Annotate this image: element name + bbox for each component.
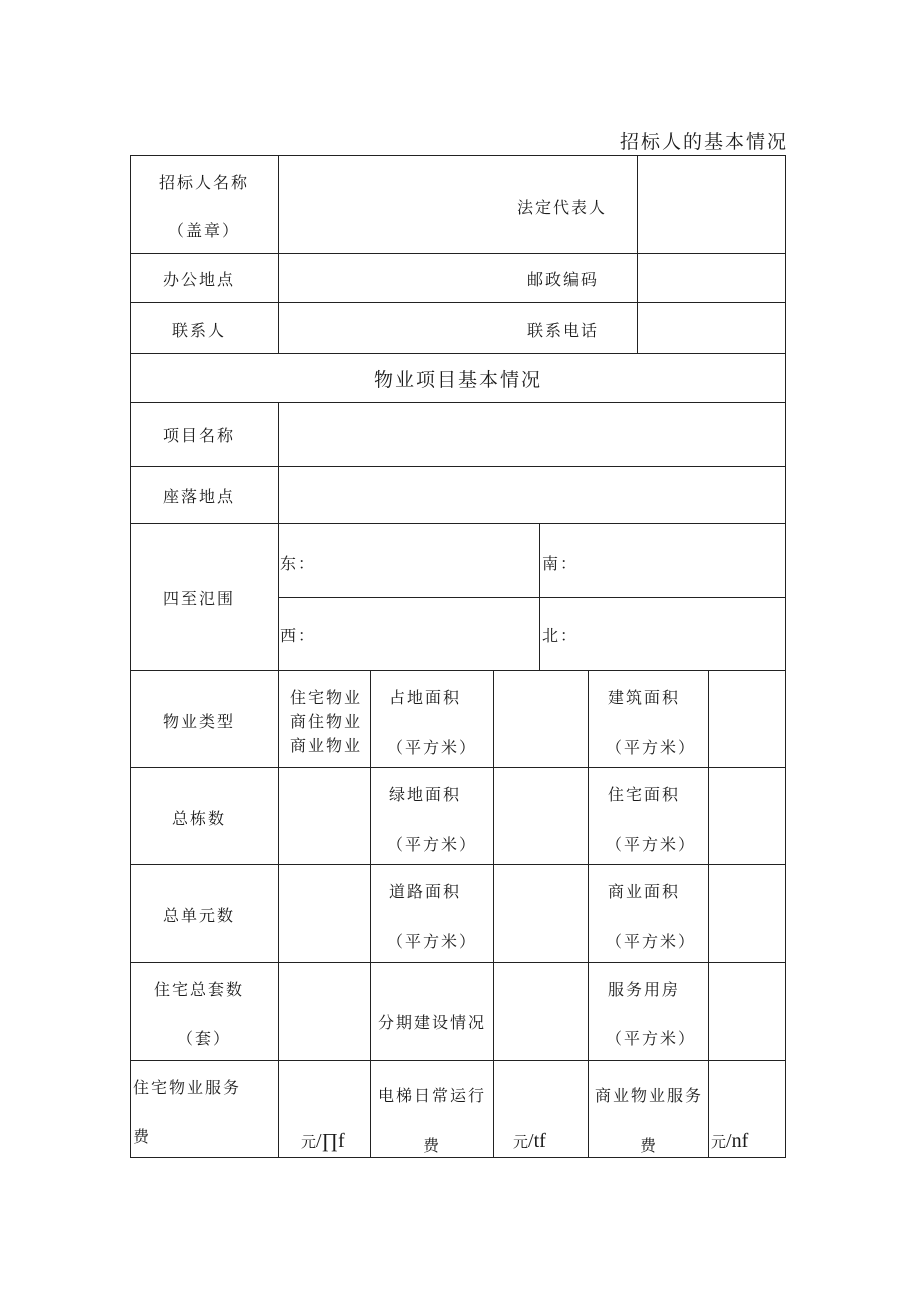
elevator-fee-label: 电梯日常运行 — [377, 1086, 487, 1105]
elevator-fee-label-cont: 费 — [422, 1136, 442, 1155]
project-section-title: 物业项目基本情况 — [373, 369, 543, 391]
page-title: 招标人的基本情况 — [619, 131, 788, 153]
residential-area-unit: （平方米） — [605, 835, 697, 854]
boundary-north[interactable]: 北： — [542, 626, 579, 645]
boundary-east[interactable]: 东： — [280, 554, 317, 573]
project-name-value[interactable] — [279, 403, 785, 466]
elevator-fee-unit[interactable]: 元/tf — [513, 1130, 546, 1152]
total-sets-unit: （套） — [176, 1029, 232, 1048]
land-area-label: 占地面积 — [388, 688, 462, 707]
residential-fee-label-cont: 费 — [133, 1127, 152, 1146]
green-area-label: 绿地面积 — [388, 785, 462, 804]
commercial-fee-unit[interactable]: 元/nf — [711, 1130, 749, 1152]
location-label: 座落地点 — [162, 487, 236, 506]
property-type-label: 物业类型 — [162, 712, 236, 731]
postcode-label: 邮政编码 — [527, 270, 600, 289]
type-option-commercial[interactable]: 商业物业 — [290, 736, 363, 755]
build-area-unit: （平方米） — [605, 738, 697, 757]
tenderer-name-label: 招标人名称 — [158, 173, 250, 192]
commercial-fee-label: 商业物业服务 — [594, 1086, 704, 1105]
commercial-area-label: 商业面积 — [607, 882, 681, 901]
total-sets-value[interactable] — [279, 963, 370, 1060]
total-buildings-label: 总栋数 — [171, 809, 227, 828]
boundary-west[interactable]: 西： — [280, 626, 317, 645]
build-area-value[interactable] — [709, 671, 785, 767]
service-room-unit: （平方米） — [605, 1029, 697, 1048]
commercial-area-value[interactable] — [709, 865, 785, 962]
road-area-unit: （平方米） — [386, 932, 478, 951]
phone-value[interactable] — [638, 303, 785, 353]
type-option-residential[interactable]: 住宅物业 — [290, 688, 363, 707]
legal-rep-value[interactable] — [638, 156, 785, 253]
service-room-label: 服务用房 — [607, 980, 681, 999]
contact-label: 联系人 — [171, 321, 227, 340]
tenderer-info-table — [130, 155, 786, 1158]
postcode-value[interactable] — [638, 254, 785, 302]
green-area-unit: （平方米） — [386, 835, 478, 854]
total-units-label: 总单元数 — [162, 906, 236, 925]
total-sets-label: 住宅总套数 — [153, 980, 245, 999]
land-area-unit: （平方米） — [386, 738, 478, 757]
total-units-value[interactable] — [279, 865, 370, 962]
location-value[interactable] — [279, 467, 785, 523]
office-label: 办公地点 — [162, 270, 236, 289]
build-area-label: 建筑面积 — [607, 688, 681, 707]
residential-fee-unit[interactable]: 元/∏f — [301, 1130, 345, 1152]
total-buildings-value[interactable] — [279, 768, 370, 864]
residential-fee-label: 住宅物业服务 — [133, 1078, 242, 1097]
commercial-fee-label-cont: 费 — [639, 1136, 659, 1155]
residential-area-label: 住宅面积 — [607, 785, 681, 804]
phased-construction-label: 分期建设情况 — [377, 1013, 487, 1032]
phone-label: 联系电话 — [527, 321, 600, 340]
project-name-label: 项目名称 — [162, 426, 236, 445]
legal-rep-label: 法定代表人 — [517, 198, 608, 217]
phased-construction-value[interactable] — [494, 963, 588, 1060]
service-room-value[interactable] — [709, 963, 785, 1060]
road-area-value[interactable] — [494, 865, 588, 962]
residential-area-value[interactable] — [709, 768, 785, 864]
green-area-value[interactable] — [494, 768, 588, 864]
commercial-area-unit: （平方米） — [605, 932, 697, 951]
boundary-label: 四至氾围 — [162, 589, 236, 608]
land-area-value[interactable] — [494, 671, 588, 767]
tenderer-name-stamp-note: （盖章） — [167, 221, 241, 240]
road-area-label: 道路面积 — [388, 882, 462, 901]
type-option-mixed[interactable]: 商住物业 — [290, 712, 363, 731]
boundary-south[interactable]: 南： — [542, 554, 579, 573]
